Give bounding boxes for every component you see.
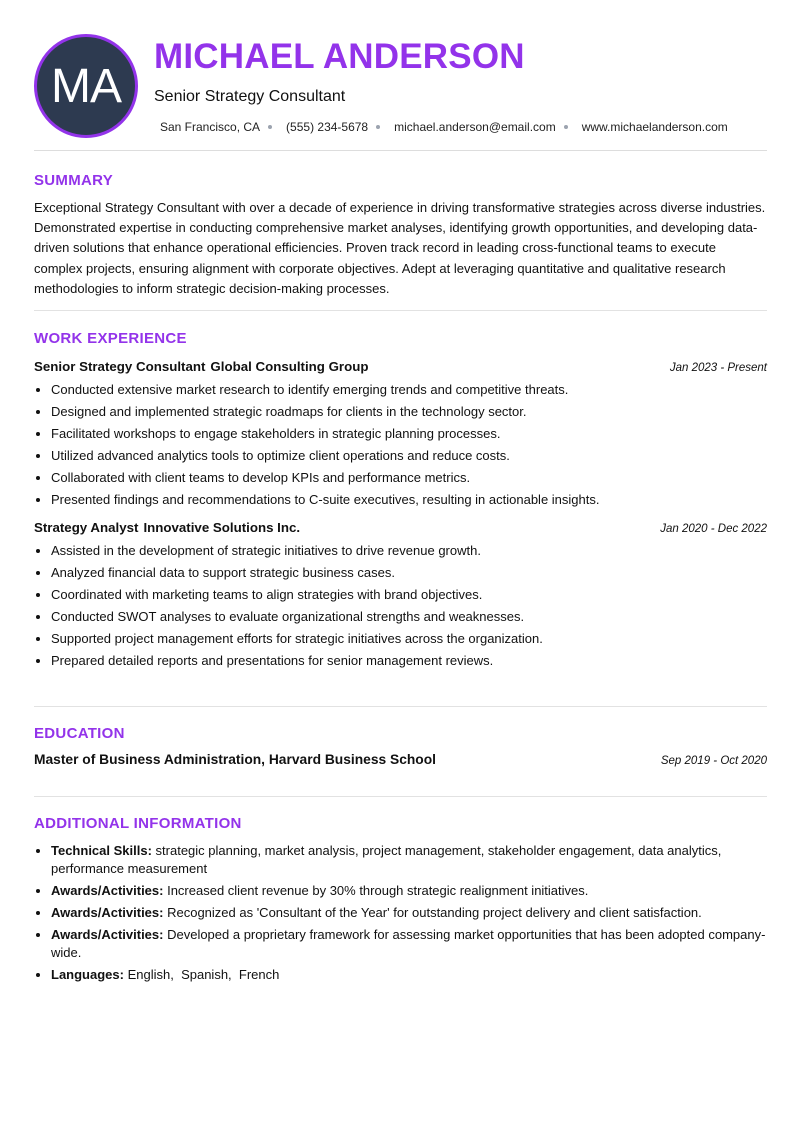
job-bullet-list <box>34 540 767 673</box>
list-item: • Analyzed financial data to support strategic business cases. <box>51 562 767 584</box>
item-text: strategic planning, market analysis, project management, stakeholder engagement, data analytics, performance measurement <box>51 843 722 876</box>
job-role: Strategy Analyst <box>34 519 139 535</box>
separator-dot-icon <box>376 125 380 129</box>
item-text: Recognized as 'Consultant of the Year' for outstanding project delivery and client satisfaction. <box>167 905 702 920</box>
item-text: Increased client revenue by 30% through strategic realignment initiatives. <box>167 883 589 898</box>
job-dates: Jan 2023 - Present <box>669 362 767 374</box>
education-section <box>34 707 767 797</box>
job-entry <box>34 359 767 512</box>
work-experience-section <box>34 311 767 707</box>
item-text: Developed a proprietary framework for assessing market opportunities that has been adopted company-wide. <box>51 927 766 960</box>
summary-section <box>34 151 767 311</box>
item-label: Languages: <box>51 967 124 982</box>
additional-info-section <box>34 797 767 984</box>
candidate-title: Senior Strategy Consultant <box>154 88 346 105</box>
contact-website: www.michaelanderson.com <box>581 120 728 134</box>
list-item: • Utilized advanced analytics tools to optimize client operations and reduce costs. <box>51 445 767 467</box>
separator-dot-icon <box>564 125 568 129</box>
additional-info-list <box>34 842 767 984</box>
section-heading-summary: SUMMARY <box>34 172 114 189</box>
job-bullet-list <box>34 379 767 512</box>
item-label: Awards/Activities: <box>51 883 164 898</box>
job-entry <box>34 520 767 673</box>
job-company: Global Consulting Group <box>210 359 369 374</box>
job-role-line <box>34 520 300 535</box>
item-label: Technical Skills: <box>51 843 152 858</box>
list-item: • Presented findings and recommendations to C-suite executives, resulting in actionable insights. <box>51 489 767 511</box>
item-text: English, Spanish, French <box>127 967 280 982</box>
list-item: • Prepared detailed reports and presentations for senior management reviews. <box>51 650 767 672</box>
resume-header <box>34 0 767 151</box>
list-item: • Conducted SWOT analyses to evaluate organizational strengths and weaknesses. <box>51 606 767 628</box>
list-item: • Collaborated with client teams to develop KPIs and performance metrics. <box>51 467 767 489</box>
list-item: • Assisted in the development of strategic initiatives to drive revenue growth. <box>51 540 767 562</box>
list-item: • Conducted extensive market research to identify emerging trends and competitive threats. <box>51 379 767 401</box>
education-entry <box>34 752 767 767</box>
contact-location: San Francisco, CA <box>160 120 261 134</box>
job-company: Innovative Solutions Inc. <box>143 519 301 535</box>
list-item: • Coordinated with marketing teams to align strategies with brand objectives. <box>51 584 767 606</box>
list-item <box>51 904 767 922</box>
section-heading-additional: ADDITIONAL INFORMATION <box>34 815 242 832</box>
job-header <box>34 359 767 374</box>
list-item <box>51 966 767 984</box>
item-label: Awards/Activities: <box>51 927 164 942</box>
candidate-name: MICHAEL ANDERSON <box>154 37 525 76</box>
contact-phone: (555) 234-5678 <box>286 120 369 134</box>
job-role: Senior Strategy Consultant <box>34 359 206 374</box>
job-role-line <box>34 359 368 374</box>
summary-text: Exceptional Strategy Consultant with over a decade of experience in driving transformative strategies across diverse industries. Demonstrated expertise in conducting comprehensive market analyses, identifying growth opportunities, and developing data-driven solutions that enhance operational efficiencies. Proven track record in leading cross-functional teams to execute complex projects, ensuring alignment with corporate objectives. Adept at leveraging quantitative and qualitative research methodologies to inform strategic decision-making processes. <box>34 200 766 296</box>
item-label: Awards/Activities: <box>51 905 164 920</box>
education-degree: Master of Business Administration, Harvard Business School <box>34 752 436 767</box>
list-item <box>51 882 767 900</box>
list-item <box>51 926 767 962</box>
job-header <box>34 520 767 535</box>
job-dates: Jan 2020 - Dec 2022 <box>660 522 767 535</box>
avatar: MA <box>34 34 138 138</box>
list-item <box>51 842 767 878</box>
list-item: • Supported project management efforts for strategic initiatives across the organization. <box>51 628 767 650</box>
contact-bar <box>160 120 728 134</box>
section-heading-work: WORK EXPERIENCE <box>34 330 187 347</box>
separator-dot-icon <box>268 125 272 129</box>
section-heading-education: EDUCATION <box>34 725 125 742</box>
list-item: • Facilitated workshops to engage stakeholders in strategic planning processes. <box>51 423 767 445</box>
contact-email: michael.anderson@email.com <box>394 120 556 134</box>
education-dates: Sep 2019 - Oct 2020 <box>660 755 767 767</box>
list-item: • Designed and implemented strategic roadmaps for clients in the technology sector. <box>51 401 767 423</box>
